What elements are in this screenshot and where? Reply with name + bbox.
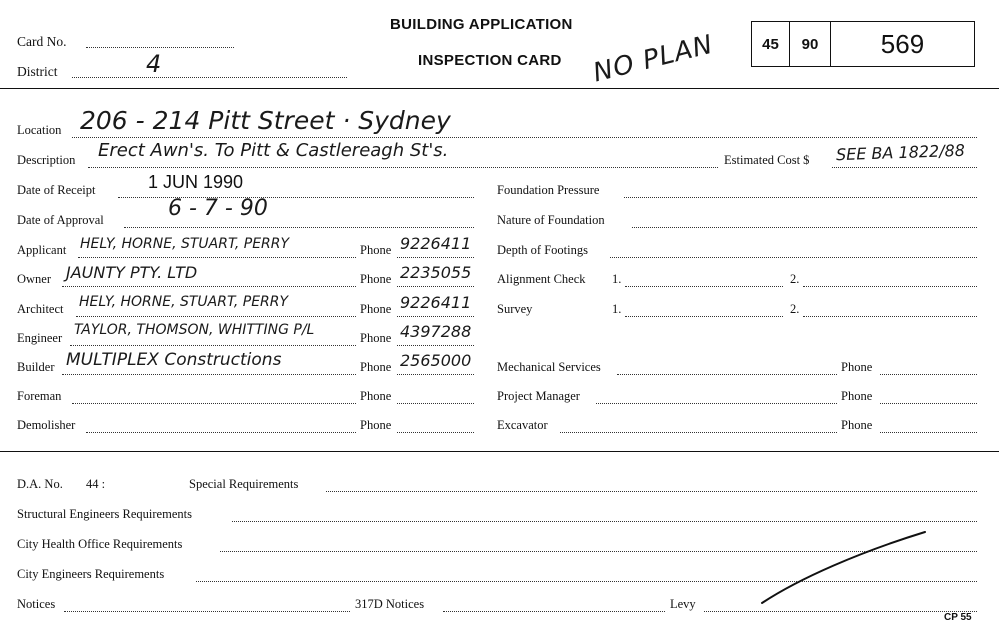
architect-phone-field[interactable] [397, 316, 474, 317]
title-line2: INSPECTION CARD [418, 52, 562, 69]
owner-field[interactable] [62, 286, 356, 287]
box-cell-45: 45 [762, 35, 779, 53]
levy-label: Levy [670, 597, 696, 611]
nature-foundation-field[interactable] [632, 227, 977, 228]
alignment-check-label: Alignment Check [497, 272, 586, 286]
estimated-cost-field[interactable] [832, 167, 977, 168]
box-cell-90: 90 [789, 22, 830, 66]
architect-phone-label: Phone [360, 302, 392, 316]
project-manager-phone-label: Phone [841, 389, 873, 403]
owner-label: Owner [17, 272, 52, 286]
notices-field[interactable] [64, 611, 350, 612]
health-requirements-label: City Health Office Requirements [17, 537, 183, 551]
engineer-value: TAYLOR, THOMSON, WHITTING P/L [74, 322, 315, 338]
builder-phone-value: 2565000 [400, 351, 472, 370]
owner-phone-label: Phone [360, 272, 392, 286]
form-code: CP 55 [944, 612, 972, 623]
builder-value: MULTIPLEX Constructions [66, 350, 282, 370]
excavator-label: Excavator [497, 418, 548, 432]
title-line1: BUILDING APPLICATION [390, 16, 573, 33]
notices-317d-field[interactable] [443, 611, 665, 612]
applicant-phone-field[interactable] [397, 257, 474, 258]
location-field[interactable] [72, 137, 977, 138]
da-no-value: 44 : [86, 477, 106, 491]
notices-label: Notices [17, 597, 56, 611]
middle-divider [0, 451, 999, 452]
builder-phone-label: Phone [360, 360, 392, 374]
engineer-phone-field[interactable] [397, 345, 474, 346]
health-requirements-field[interactable] [220, 551, 977, 552]
demolisher-label: Demolisher [17, 418, 76, 432]
applicant-phone-label: Phone [360, 243, 392, 257]
levy-field[interactable] [704, 611, 977, 612]
foreman-phone-label: Phone [360, 389, 392, 403]
builder-field[interactable] [62, 374, 356, 375]
district-field[interactable] [72, 77, 347, 78]
engineer-phone-label: Phone [360, 331, 392, 345]
notices-317d-label: 317D Notices [355, 597, 425, 611]
structural-requirements-field[interactable] [232, 521, 977, 522]
survey-num-2: 2. [790, 302, 800, 316]
card-number-box [751, 21, 975, 67]
survey-num-1: 1. [612, 302, 622, 316]
structural-requirements-label: Structural Engineers Requirements [17, 507, 192, 521]
description-label: Description [17, 153, 76, 167]
mechanical-field[interactable] [617, 374, 837, 375]
estimated-cost-label: Estimated Cost $ [724, 153, 810, 167]
top-divider [0, 88, 999, 89]
special-requirements-label: Special Requirements [189, 477, 299, 491]
foundation-pressure-label: Foundation Pressure [497, 183, 600, 197]
demolisher-phone-field[interactable] [397, 432, 474, 433]
foreman-phone-field[interactable] [397, 403, 474, 404]
date-approval-field[interactable] [124, 227, 474, 228]
no-plan-stamp: NO PLAN [590, 29, 717, 89]
foreman-field[interactable] [72, 403, 356, 404]
alignment-field-2[interactable] [803, 286, 977, 287]
engineer-field[interactable] [70, 345, 356, 346]
estimated-cost-value: SEE BA 1822/88 [835, 140, 966, 165]
city-engineers-field[interactable] [196, 581, 977, 582]
district-value: 4 [146, 50, 162, 78]
foreman-label: Foreman [17, 389, 62, 403]
owner-phone-value: 2235055 [400, 263, 472, 282]
da-no-label: D.A. No. [17, 477, 63, 491]
survey-field-2[interactable] [803, 316, 977, 317]
date-approval-label: Date of Approval [17, 213, 104, 227]
district-label: District [17, 64, 58, 79]
card-no-label: Card No. [17, 34, 67, 49]
project-manager-label: Project Manager [497, 389, 580, 403]
alignment-field-1[interactable] [625, 286, 783, 287]
description-field[interactable] [88, 167, 718, 168]
owner-phone-field[interactable] [397, 286, 474, 287]
description-value: Erect Awn's. To Pitt & Castlereagh St's. [98, 140, 449, 161]
builder-phone-field[interactable] [397, 374, 474, 375]
mechanical-label: Mechanical Services [497, 360, 601, 374]
alignment-num-1: 1. [612, 272, 622, 286]
project-manager-phone-field[interactable] [880, 403, 977, 404]
builder-label: Builder [17, 360, 55, 374]
survey-label: Survey [497, 302, 533, 316]
excavator-phone-field[interactable] [880, 432, 977, 433]
nature-foundation-label: Nature of Foundation [497, 213, 605, 227]
applicant-phone-value: 9226411 [400, 234, 472, 253]
mechanical-phone-field[interactable] [880, 374, 977, 375]
foundation-pressure-field[interactable] [624, 197, 977, 198]
survey-field-1[interactable] [625, 316, 783, 317]
location-value: 206 - 214 Pitt Street · Sydney [80, 106, 451, 135]
alignment-num-2: 2. [790, 272, 800, 286]
card-no-field[interactable] [86, 47, 234, 48]
engineer-phone-value: 4397288 [400, 322, 472, 341]
depth-footings-label: Depth of Footings [497, 243, 588, 257]
city-engineers-label: City Engineers Requirements [17, 567, 165, 581]
demolisher-field[interactable] [86, 432, 356, 433]
applicant-value: HELY, HORNE, STUART, PERRY [80, 236, 290, 252]
owner-value: JAUNTY PTY. LTD [66, 263, 198, 282]
engineer-label: Engineer [17, 331, 63, 345]
special-requirements-field[interactable] [326, 491, 977, 492]
project-manager-field[interactable] [596, 403, 837, 404]
mechanical-phone-label: Phone [841, 360, 873, 374]
date-approval-value: 6 - 7 - 90 [168, 196, 268, 221]
architect-value: HELY, HORNE, STUART, PERRY [79, 294, 289, 310]
excavator-field[interactable] [560, 432, 837, 433]
box-cell-number: 569 [830, 22, 974, 66]
applicant-field[interactable] [78, 257, 356, 258]
applicant-label: Applicant [17, 243, 67, 257]
date-receipt-stamp: 1 JUN 1990 [148, 172, 244, 192]
depth-footings-field[interactable] [610, 257, 977, 258]
date-receipt-label: Date of Receipt [17, 183, 96, 197]
architect-label: Architect [17, 302, 64, 316]
architect-field[interactable] [76, 316, 356, 317]
architect-phone-value: 9226411 [400, 293, 472, 312]
excavator-phone-label: Phone [841, 418, 873, 432]
demolisher-phone-label: Phone [360, 418, 392, 432]
location-label: Location [17, 123, 62, 137]
